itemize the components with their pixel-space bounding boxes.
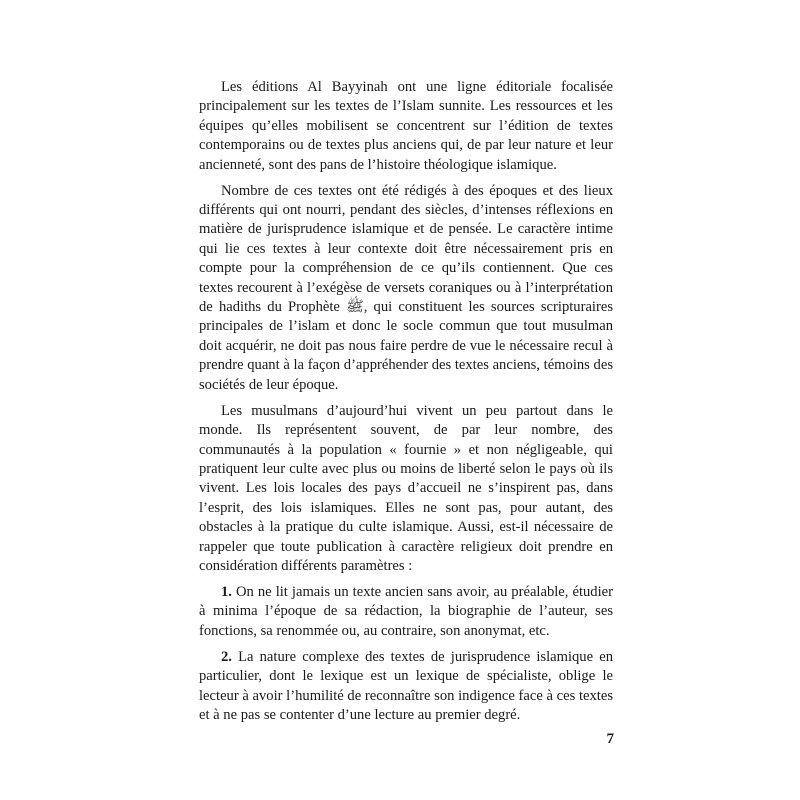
point-text: On ne lit jamais un texte ancien sans avoir, au préalable, étudier à minima l’époque de sa rédaction, la biographie de l’auteur, ses fonctions, sa renommée ou, au contraire, son anonymat, etc. (199, 583, 613, 639)
body-text (199, 78, 613, 732)
point-text: La nature complexe des textes de jurisprudence islamique en particulier, dont le lexique est un lexique de spécialiste, oblige le lecteur à avoir l’humilité de reconnaître son indigence face à ces textes et à ne pas se contenter d’une lecture au premier degré. (199, 648, 613, 723)
numbered-point-1 (199, 583, 613, 641)
point-number: 2. (221, 648, 232, 665)
paragraph-1: Les éditions Al Bayyinah ont une ligne éditoriale focalisée principalement sur les textes de l’Islam sunnite. Les ressources et les équipes qu’elles mobilisent se concentrent sur l’édition de textes contemporains ou de textes plus anciens qui, de par leur nature et leur ancienneté, sont des pans de l’histoire théologique islamique. (199, 79, 613, 173)
point-number: 1. (221, 583, 232, 600)
paragraph-2: Nombre de ces textes ont été rédigés à des époques et des lieux différents qui ont nourri, pendant des siècles, d’intenses réflexions en matière de jurisprudence islamique et de pensée. Le caractère intime qui lie ces textes à leur contexte doit être nécessairement pris en compte pour la compréhension de ce qu’ils contiennent. Que ces textes recourent à l’exégèse de versets coraniques ou à l’interprétation de hadiths du Prophète ﷺ, qui constituent les sources scripturaires principales de l’islam et donc le socle commun que tout musulman doit acquérir, ne doit pas nous faire perdre de vue le nécessaire recul à prendre quant à la façon d’appréhender des textes anciens, témoins des sociétés de leur époque. (199, 182, 613, 393)
numbered-point-2 (199, 648, 613, 726)
page-number: 7 (606, 731, 614, 747)
paragraph-3: Les musulmans d’aujourd’hui vivent un peu partout dans le monde. Ils représentent souvent, de par leur nombre, des communautés à la population « fournie » et non négligeable, qui pratiquent leur culte avec plus ou moins de liberté selon le pays où ils vivent. Les lois locales des pays d’accueil ne s’inspirent pas, dans l’esprit, des lois islamiques. Elles ne sont pas, pour autant, des obstacles à la pratique du culte islamique. Aussi, est-il nécessaire de rappeler que toute publication à caractère religieux doit prendre en considération différents paramètres : (199, 402, 613, 574)
